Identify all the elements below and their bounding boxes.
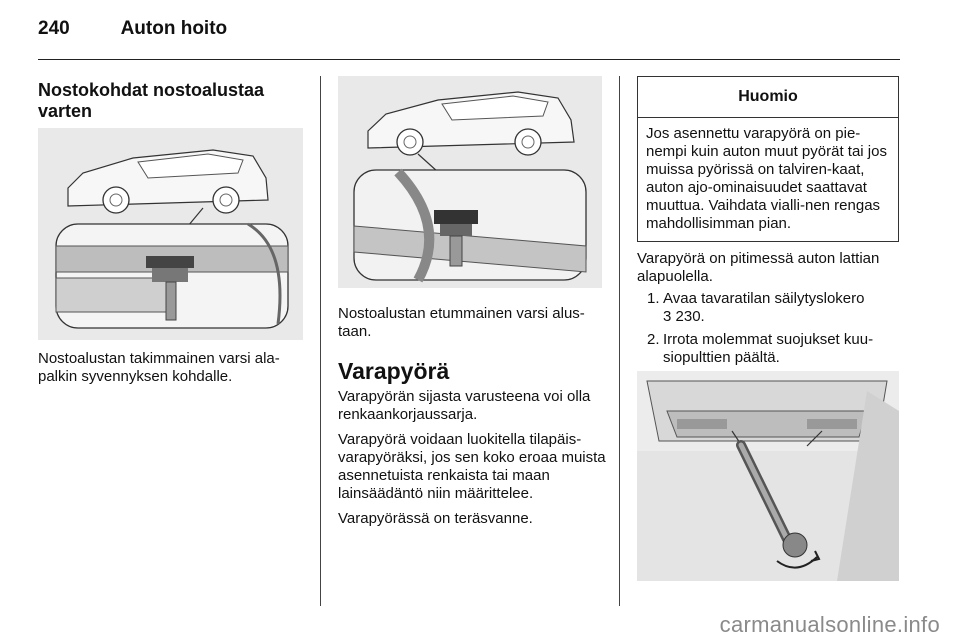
page-reference: 3 230. [663, 308, 705, 325]
rear-arm-caption: Nostoalustan takimmainen varsi ala-palkin syvennyksen kohdalle. [38, 350, 280, 385]
front-arm-caption: Nostoalustan etummainen varsi alus-taan. [338, 305, 585, 340]
step-text: Avaa tavaratilan säilytyslokero [663, 290, 865, 307]
watermark: carmanualsonline.info [719, 612, 940, 637]
rear-lift-arm-illustration [38, 128, 303, 340]
front-lift-arm-illustration [338, 76, 602, 288]
section-title: Auton hoito [120, 18, 228, 39]
column-divider-2 [619, 76, 620, 606]
page-number: 240 [38, 18, 70, 39]
column-divider-1 [320, 76, 321, 606]
notice-title: Huomio [638, 77, 898, 118]
notice-text: Jos asennettu varapyörä on pie-nempi kuin auton muut pyörät tai jos muissa pyörissä on talviren-kaat, auton ajo-ominaisuudet saattavat muuttua. Vaihdata vialli-nen rengas mahdollisimman pian. [646, 125, 887, 232]
step-text: Irrota molemmat suojukset kuu-siopulttien päältä. [663, 331, 874, 366]
steps-list [637, 290, 901, 372]
step-2 [637, 331, 901, 367]
spare-wheel-location-text: Varapyörä on pitimessä auton lattian alapuolella. [637, 250, 880, 285]
notice-box [637, 76, 899, 242]
step-number: 1. [647, 290, 660, 307]
spare-wheel-text [338, 388, 606, 535]
paragraph: Varapyörän sijasta varusteena voi olla renkaankorjaussarja. [338, 388, 591, 423]
step-1 [637, 290, 901, 326]
paragraph: Varapyörässä on teräsvanne. [338, 510, 533, 527]
spare-wheel-heading: Varapyörä [338, 358, 450, 384]
lift-points-heading: Nostokohdat nostoalustaa varten [38, 80, 265, 121]
page-header [38, 18, 227, 40]
spare-wheel-cover-illustration [637, 371, 899, 581]
header-rule [38, 59, 900, 60]
step-number: 2. [647, 331, 660, 348]
paragraph: Varapyörä voidaan luokitella tilapäis-varapyöräksi, jos sen koko eroaa muista asennetuista renkaista tai maan lainsäädäntö niin määrittelee. [338, 431, 606, 502]
